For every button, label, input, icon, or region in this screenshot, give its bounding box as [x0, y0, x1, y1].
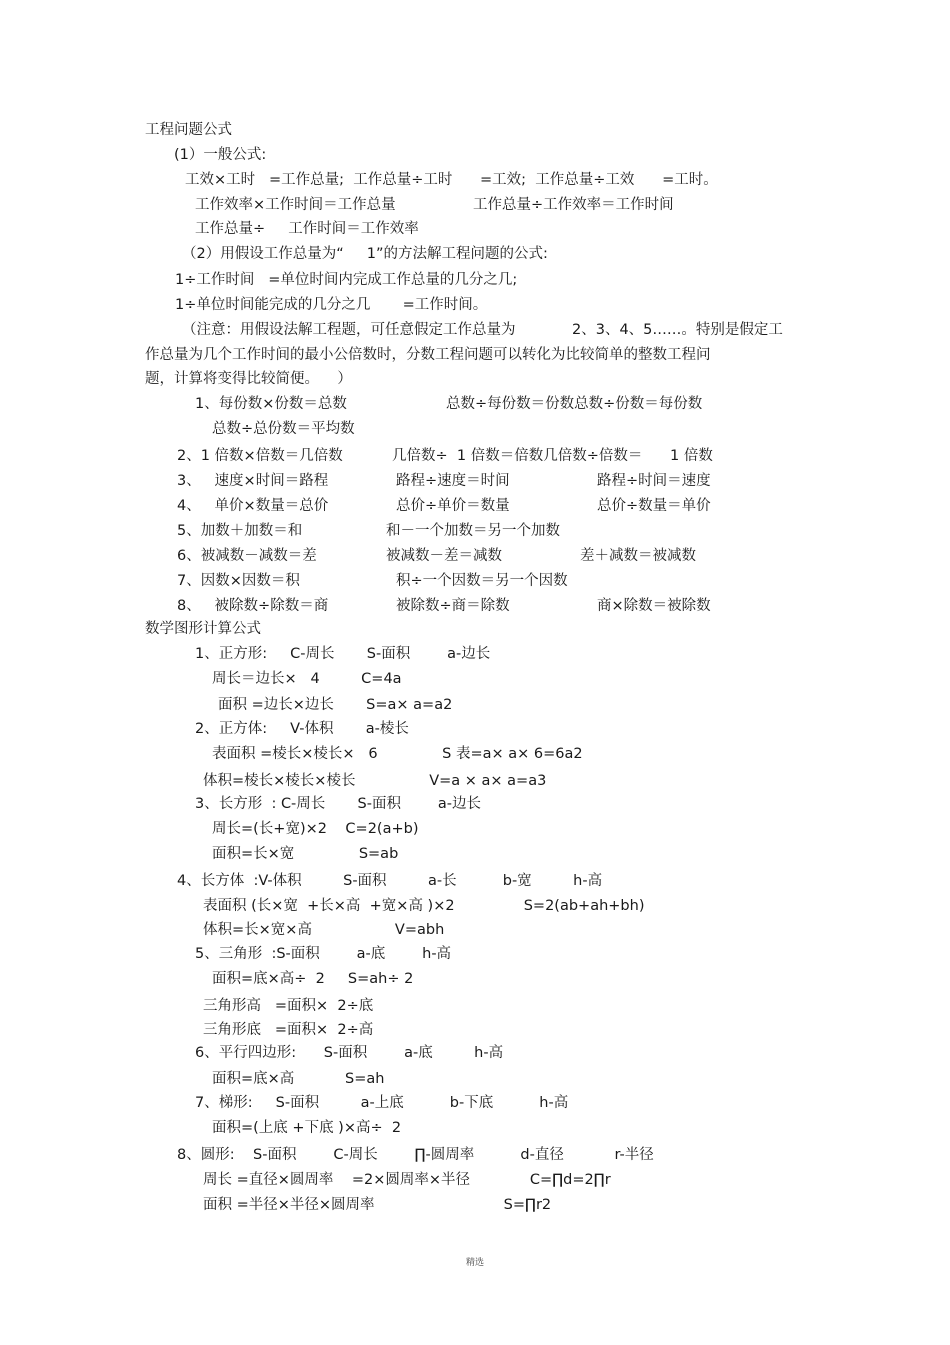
relation-a: 3、 速度×时间＝路程	[177, 473, 329, 489]
trapezoid-formula: 面积=(上底 +下底 )×高÷ 2	[212, 1120, 402, 1136]
triangle-formula: 三角形底 =面积× 2÷高	[203, 1022, 374, 1038]
triangle-formula: 三角形高 =面积× 2÷底	[203, 998, 374, 1014]
relation-b: 被减数－差＝减数	[386, 548, 502, 564]
relation-c: 商×除数＝被除数	[597, 598, 711, 614]
relation-a: 6、被减数－减数＝差	[177, 548, 317, 564]
cuboid-formula: 表面积 (长×宽 +长×高 +宽×高 )×2 S=2(ab+ah+bh)	[203, 898, 645, 914]
general-formula-line: 工作效率×工作时间＝工作总量	[195, 197, 396, 213]
parallelogram-formula: 面积=底×高 S=ah	[212, 1071, 385, 1087]
relation-a: 8、 被除数÷除数＝商	[177, 598, 329, 614]
relation-a: 7、因数×因数＝积	[177, 573, 300, 589]
cube-formula: 表面积 =棱长×棱长× 6 S 表=a× a× 6=6a2	[212, 746, 583, 762]
triangle-formula: 面积=底×高÷ 2 S=ah÷ 2	[212, 971, 414, 987]
general-formula-line: 工效×工时 =工作总量; 工作总量÷工时 =工效; 工作总量÷工效 =工时。	[185, 172, 718, 188]
relation-b: 总价÷单价＝数量	[396, 498, 510, 514]
rectangle-formula: 面积=长×宽 S=ab	[212, 846, 399, 862]
section-title-shapes: 数学图形计算公式	[145, 621, 261, 637]
relation-a: 4、 单价×数量＝总价	[177, 498, 329, 514]
cuboid-heading: 4、长方体 :V-体积 S-面积 a-长 b-宽 h-高	[177, 873, 603, 889]
note-line: 2、3、4、5……。特别是假定工	[572, 322, 783, 338]
note-line: （注意：用假设法解工程题，可任意假定工作总量为	[182, 322, 516, 338]
square-formula: 周长＝边长× 4 C=4a	[212, 671, 402, 687]
circle-formula: 周长 =直径×圆周率 =2×圆周率×半径 C=∏d=2∏r	[203, 1172, 611, 1188]
relation-c: 路程÷时间＝速度	[597, 473, 711, 489]
page-footer: 精选	[466, 1258, 485, 1268]
relation-a: 5、加数＋加数＝和	[177, 523, 303, 539]
cube-formula: 体积=棱长×棱长×棱长 V=a × a× a=a3	[203, 773, 547, 789]
general-formula-heading: (1）一般公式:	[174, 147, 267, 163]
section-title-work: 工程问题公式	[145, 122, 232, 138]
triangle-heading: 5、三角形 :S-面积 a-底 h-高	[195, 946, 452, 962]
relation-b: 几倍数÷ 1 倍数＝倍数几倍数÷倍数＝ 1 倍数	[392, 448, 713, 464]
square-formula: 面积 =边长×边长 S=a× a=a2	[218, 697, 453, 713]
parallelogram-heading: 6、平行四边形: S-面积 a-底 h-高	[195, 1045, 504, 1061]
general-formula-line: 工作总量÷ 工作时间＝工作效率	[195, 221, 419, 237]
rectangle-heading: 3、长方形 : C-周长 S-面积 a-边长	[195, 796, 481, 812]
note-line: 作总量为几个工作时间的最小公倍数时，分数工程问题可以转化为比较简单的整数工程问	[145, 347, 711, 363]
relation-c: 差＋减数＝被减数	[580, 548, 696, 564]
note-line: 题，计算将变得比较简便。 ）	[145, 371, 352, 387]
relation-b: 总数÷每份数＝份数总数÷份数＝每份数	[446, 396, 703, 412]
square-heading: 1、正方形: C-周长 S-面积 a-边长	[195, 646, 491, 662]
relation-b: 路程÷速度＝时间	[396, 473, 510, 489]
relation-a: 1、每份数×份数＝总数	[195, 396, 347, 412]
relation-a: 总数÷总份数＝平均数	[212, 421, 355, 437]
assume-one-line: 1÷单位时间能完成的几分之几 =工作时间。	[175, 297, 488, 313]
assume-one-line: 1÷工作时间 =单位时间内完成工作总量的几分之几;	[175, 272, 518, 288]
relation-c: 总价÷数量＝单价	[597, 498, 711, 514]
relation-b: 积÷一个因数＝另一个因数	[396, 573, 568, 589]
assume-one-heading: （2）用假设工作总量为“ 1”的方法解工程问题的公式:	[182, 246, 548, 262]
cube-heading: 2、正方体: V-体积 a-棱长	[195, 721, 409, 737]
rectangle-formula: 周长=(长+宽)×2 C=2(a+b)	[212, 821, 419, 837]
cuboid-formula: 体积=长×宽×高 V=abh	[203, 922, 445, 938]
circle-heading: 8、圆形: S-面积 C-周长 ∏-圆周率 d-直径 r-半径	[177, 1147, 654, 1163]
relation-b: 被除数÷商＝除数	[396, 598, 510, 614]
relation-b: 和－一个加数＝另一个加数	[386, 523, 560, 539]
circle-formula: 面积 =半径×半径×圆周率 S=∏r2	[203, 1197, 552, 1213]
general-formula-line: 工作总量÷工作效率＝工作时间	[473, 197, 674, 213]
relation-a: 2、1 倍数×倍数＝几倍数	[177, 448, 343, 464]
trapezoid-heading: 7、梯形: S-面积 a-上底 b-下底 h-高	[195, 1095, 569, 1111]
